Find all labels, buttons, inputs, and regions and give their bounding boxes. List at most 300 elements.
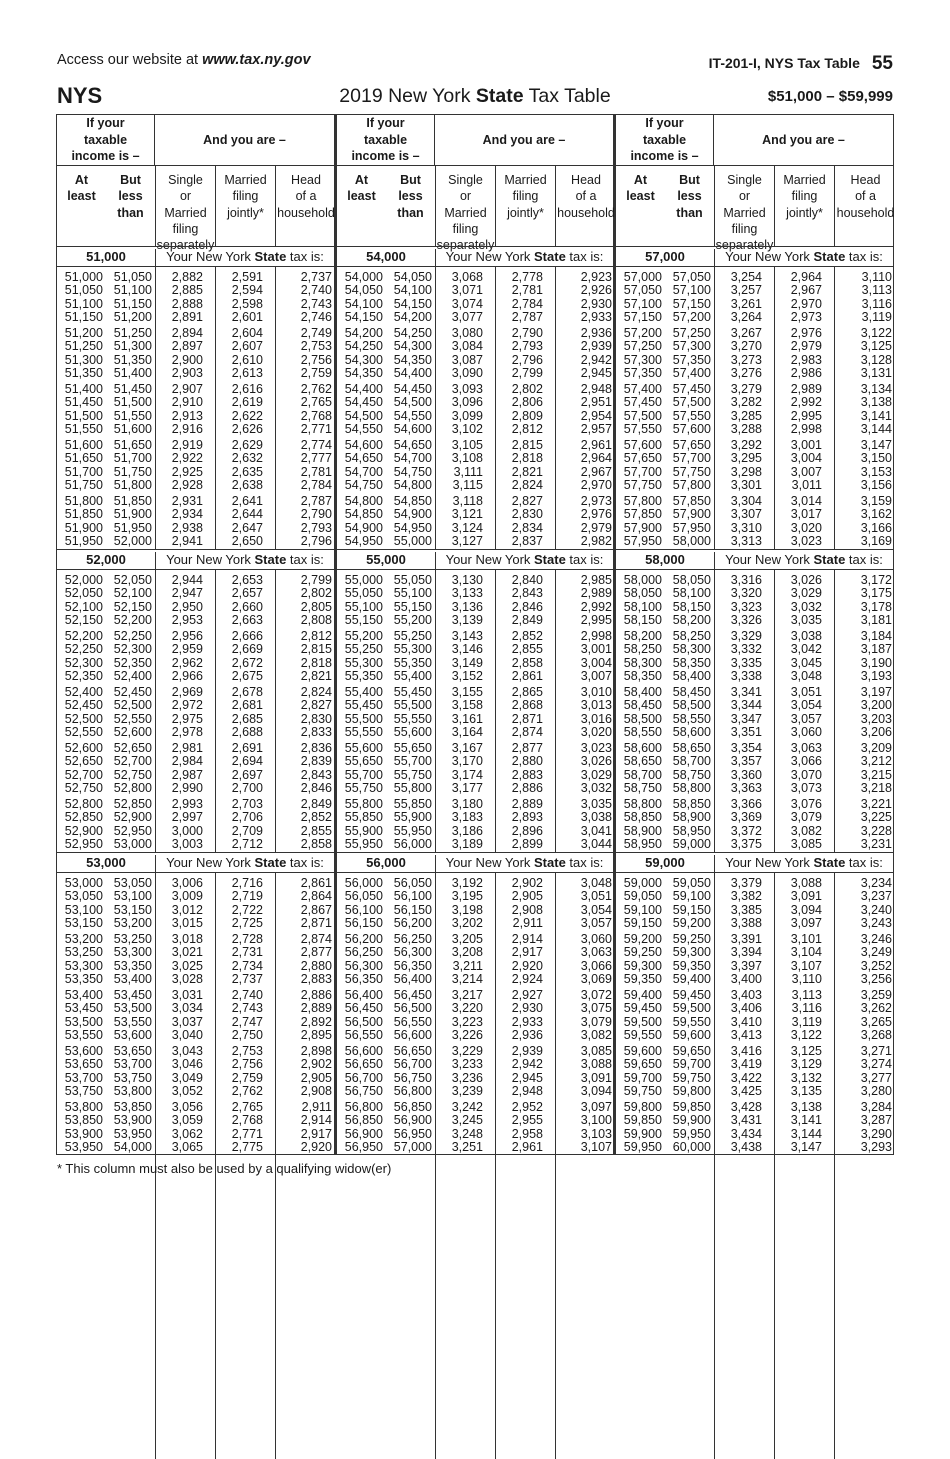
head-household-tax-value: 2,973 — [580, 494, 612, 508]
but-less-than-value: 52,700 — [113, 754, 152, 769]
at-least-value: 57,150 — [623, 310, 662, 325]
at-least-value: 53,850 — [64, 1113, 103, 1128]
table-row — [57, 1113, 334, 1127]
single-tax-value: 3,366 — [730, 797, 762, 811]
single-tax-value: 3,438 — [730, 1140, 762, 1155]
income-section — [337, 246, 613, 549]
head-household-tax-value: 2,933 — [580, 310, 612, 325]
table-row — [616, 339, 893, 353]
single-tax-value: 3,329 — [730, 629, 762, 643]
married-joint-tax-value: 2,703 — [231, 797, 263, 811]
at-least-value: 55,150 — [344, 613, 383, 628]
head-household-tax-value: 3,240 — [860, 902, 892, 917]
single-tax-value: 3,040 — [171, 1028, 203, 1043]
table-row — [57, 1140, 334, 1154]
single-tax-value: 2,956 — [171, 629, 203, 643]
head-household-tax-value: 3,153 — [860, 464, 892, 479]
table-row — [616, 422, 893, 436]
at-least-value: 58,450 — [623, 698, 662, 713]
head-household-tax-value: 2,951 — [580, 395, 612, 410]
head-household-tax-value: 2,908 — [300, 1084, 332, 1099]
but-less-than-value: 54,150 — [393, 296, 432, 311]
at-least-value: 55,700 — [344, 767, 383, 782]
but-less-than-value: 57,250 — [672, 326, 711, 340]
but-less-than-value: 58,250 — [672, 629, 711, 643]
at-least-value: 57,100 — [623, 296, 662, 311]
but-less-than-value: 56,200 — [393, 916, 432, 931]
head-household-tax-value: 2,979 — [580, 520, 612, 535]
at-least-value: 52,450 — [64, 698, 103, 713]
but-less-than-value: 57,400 — [672, 366, 711, 381]
single-tax-value: 3,416 — [730, 1044, 762, 1058]
head-household-tax-value: 3,193 — [860, 669, 892, 684]
single-tax-value: 3,316 — [730, 573, 762, 587]
income-header-line: If your — [366, 115, 405, 130]
but-less-than-value: 55,650 — [393, 741, 432, 755]
table-row — [337, 741, 613, 755]
married-joint-tax-value: 2,793 — [511, 339, 543, 354]
married-joint-tax-value: 3,119 — [791, 1014, 822, 1029]
table-panel — [56, 114, 335, 1155]
head-household-tax-value: 3,221 — [860, 797, 892, 811]
table-panel — [335, 114, 614, 1155]
head-household-tax-value: 3,010 — [580, 685, 612, 699]
but-less-than-value: 55,450 — [393, 685, 432, 699]
single-tax-value: 2,941 — [171, 534, 203, 549]
at-least-value: 53,800 — [64, 1100, 103, 1114]
head-household-tax-value: 2,942 — [580, 352, 612, 367]
but-less-than-value: 54,600 — [393, 422, 432, 437]
single-tax-value: 2,913 — [171, 408, 203, 423]
married-joint-tax-value: 2,706 — [231, 810, 263, 825]
but-less-than-value: 58,550 — [672, 711, 711, 726]
single-tax-value: 3,298 — [730, 464, 762, 479]
head-household-tax-value: 3,116 — [861, 296, 892, 311]
married-joint-tax-value: 3,116 — [791, 1001, 822, 1016]
married-joint-tax-value: 2,799 — [511, 366, 543, 381]
head-household-tax-value: 2,762 — [300, 382, 332, 396]
label-bold: State — [534, 552, 566, 567]
but-less-than-value: 58,350 — [672, 655, 711, 670]
single-tax-value: 3,146 — [451, 642, 483, 657]
head-household-tax-value: 3,079 — [580, 1014, 612, 1029]
single-tax-value: 3,084 — [451, 339, 483, 354]
at-least-value: 59,400 — [623, 988, 662, 1002]
single-tax-value: 3,043 — [171, 1044, 203, 1058]
married-joint-tax-value: 2,712 — [231, 837, 263, 852]
married-joint-tax-value: 3,060 — [790, 725, 822, 740]
but-less-than-value: 56,100 — [393, 889, 432, 904]
but-less-than-value: 59,350 — [672, 958, 711, 973]
married-joint-tax-value: 2,660 — [231, 599, 263, 614]
married-joint-header: Married filing jointly* — [774, 166, 834, 246]
single-tax-value: 3,251 — [451, 1140, 483, 1155]
married-joint-tax-value: 2,638 — [231, 478, 263, 493]
married-joint-tax-value: 3,113 — [791, 988, 822, 1002]
label-pre: Your New York — [725, 249, 814, 264]
single-tax-value: 3,021 — [171, 945, 203, 960]
single-tax-value: 3,177 — [451, 781, 483, 796]
table-row — [337, 1127, 613, 1141]
single-tax-value: 3,391 — [730, 932, 762, 946]
single-tax-value: 2,944 — [171, 573, 203, 587]
married-joint-tax-value: 2,837 — [511, 534, 543, 549]
head-household-tax-value: 2,871 — [300, 916, 332, 931]
section-income: 58,000 — [645, 552, 685, 567]
married-joint-tax-value: 3,032 — [790, 599, 822, 614]
single-tax-value: 3,332 — [730, 642, 762, 657]
label-bold: State — [813, 249, 846, 264]
at-least-value: 52,850 — [64, 810, 103, 825]
but-less-than-value: 51,200 — [113, 310, 152, 325]
table-row — [57, 422, 334, 436]
table-row — [57, 698, 334, 712]
but-less-than-value: 57,700 — [672, 451, 711, 466]
single-tax-value: 3,152 — [451, 669, 483, 684]
at-least-value: 57,500 — [623, 408, 662, 423]
head-household-tax-value: 2,740 — [300, 283, 332, 298]
table-row — [337, 797, 613, 811]
at-least-value: 53,550 — [64, 1028, 103, 1043]
at-least-value: 58,150 — [623, 613, 662, 628]
single-tax-value: 3,369 — [730, 810, 762, 825]
head-household-tax-value: 3,287 — [860, 1113, 892, 1128]
table-row — [616, 1084, 893, 1098]
but-less-than-value: 58,850 — [672, 797, 711, 811]
head-household-tax-value: 3,007 — [580, 669, 612, 684]
married-joint-tax-value: 2,607 — [231, 339, 263, 354]
but-less-than-value: 51,150 — [113, 296, 152, 311]
but-less-than-value: 53,400 — [113, 972, 152, 987]
at-least-value: 53,700 — [64, 1070, 103, 1085]
head-household-tax-value: 3,016 — [580, 711, 612, 726]
table-row — [337, 642, 613, 656]
head-household-tax-value: 3,218 — [860, 781, 892, 796]
at-least-value: 51,000 — [64, 270, 103, 284]
head-household-tax-value: 2,852 — [300, 810, 332, 825]
single-header: Single or Married filing separately — [155, 166, 215, 246]
section-tax-label — [435, 855, 613, 872]
at-least-header: At least — [626, 173, 655, 204]
at-least-value: 55,550 — [344, 725, 383, 740]
table-row — [57, 409, 334, 423]
but-less-than-value: 55,500 — [393, 698, 432, 713]
head-household-tax-value: 2,945 — [580, 366, 612, 381]
married-joint-tax-value: 2,927 — [511, 988, 543, 1002]
married-joint-tax-value: 3,141 — [790, 1113, 822, 1128]
at-least-value: 56,800 — [344, 1100, 383, 1114]
at-least-value: 53,400 — [64, 988, 103, 1002]
label-bold: State — [813, 855, 846, 870]
table-row — [57, 613, 334, 627]
but-less-than-value: 52,000 — [113, 534, 152, 549]
but-less-than-value: 54,500 — [393, 395, 432, 410]
table-row — [57, 1057, 334, 1071]
table-row — [57, 741, 334, 755]
table-row — [616, 297, 893, 311]
single-tax-value: 3,127 — [451, 534, 483, 549]
table-row — [57, 629, 334, 643]
at-least-value: 54,950 — [344, 534, 383, 549]
table-row — [616, 395, 893, 409]
married-joint-tax-value: 2,775 — [231, 1140, 263, 1155]
income-section — [337, 549, 613, 852]
but-less-than-value: 59,900 — [672, 1113, 711, 1128]
single-tax-value: 3,419 — [730, 1057, 762, 1072]
single-tax-value: 3,180 — [451, 797, 483, 811]
table-row — [616, 916, 893, 930]
but-less-than-value: 55,100 — [393, 586, 432, 601]
table-row — [616, 521, 893, 535]
single-tax-value: 3,068 — [451, 270, 483, 284]
table-row — [616, 366, 893, 380]
but-less-than-value: 54,000 — [113, 1140, 152, 1155]
but-less-than-value: 58,300 — [672, 642, 711, 657]
at-least-value: 59,800 — [623, 1100, 662, 1114]
income-section — [337, 852, 613, 1459]
but-less-than-value: 53,050 — [113, 876, 152, 890]
head-household-tax-value: 2,784 — [300, 478, 332, 493]
table-row — [337, 1044, 613, 1058]
head-household-tax-value: 2,867 — [300, 902, 332, 917]
section-income: 51,000 — [86, 249, 126, 264]
single-tax-value: 3,261 — [730, 296, 762, 311]
but-less-than-value: 53,000 — [113, 837, 152, 852]
at-least-value: 58,850 — [623, 810, 662, 825]
head-household-tax-value: 2,892 — [300, 1014, 332, 1029]
single-tax-value: 3,347 — [730, 711, 762, 726]
at-least-value: 58,000 — [623, 573, 662, 587]
single-tax-value: 3,090 — [451, 366, 483, 381]
section-header — [57, 550, 334, 570]
table-row — [337, 768, 613, 782]
married-joint-tax-value: 2,647 — [231, 520, 263, 535]
head-household-tax-value: 3,147 — [860, 438, 892, 452]
title-post: Tax Table — [523, 85, 611, 107]
at-least-value: 51,900 — [64, 520, 103, 535]
table-row — [337, 988, 613, 1002]
married-joint-tax-value: 2,731 — [231, 945, 263, 960]
head-household-tax-value: 3,271 — [860, 1044, 892, 1058]
at-least-value: 54,550 — [344, 422, 383, 437]
at-least-value: 57,200 — [623, 326, 662, 340]
single-tax-value: 3,133 — [451, 586, 483, 601]
at-least-value: 54,400 — [344, 382, 383, 396]
single-tax-value: 3,056 — [171, 1100, 203, 1114]
label-pre: Your New York — [166, 855, 255, 870]
but-less-than-value: 58,950 — [672, 823, 711, 838]
married-joint-tax-value: 3,094 — [790, 902, 822, 917]
head-household-tax-value: 3,228 — [860, 823, 892, 838]
table-row — [616, 1015, 893, 1029]
head-household-tax-value: 3,048 — [580, 876, 612, 890]
single-tax-value: 3,354 — [730, 741, 762, 755]
single-tax-value: 3,031 — [171, 988, 203, 1002]
married-joint-tax-value: 3,135 — [790, 1084, 822, 1099]
table-row — [616, 409, 893, 423]
table-header — [57, 83, 893, 113]
single-tax-value: 2,950 — [171, 599, 203, 614]
married-joint-tax-value: 2,970 — [790, 296, 822, 311]
section-income: 57,000 — [645, 249, 685, 264]
at-least-value: 57,850 — [623, 507, 662, 522]
but-less-than-value: 53,800 — [113, 1084, 152, 1099]
head-household-tax-value: 2,765 — [300, 395, 332, 410]
but-less-than-value: 55,350 — [393, 655, 432, 670]
at-least-value: 51,450 — [64, 395, 103, 410]
head-household-tax-value: 3,119 — [861, 310, 892, 325]
but-less-than-value: 54,650 — [393, 438, 432, 452]
table-row — [337, 478, 613, 492]
single-tax-value: 2,972 — [171, 698, 203, 713]
married-joint-tax-value: 2,629 — [231, 438, 263, 452]
head-household-tax-value: 2,796 — [300, 534, 332, 549]
at-least-value: 54,450 — [344, 395, 383, 410]
single-tax-value: 3,000 — [171, 823, 203, 838]
but-less-than-value: 55,950 — [393, 823, 432, 838]
table-row — [337, 366, 613, 380]
married-joint-tax-value: 2,694 — [231, 754, 263, 769]
but-less-than-value: 57,150 — [672, 296, 711, 311]
but-less-than-value: 51,700 — [113, 451, 152, 466]
head-household-tax-value: 2,936 — [580, 326, 612, 340]
head-household-tax-value: 3,029 — [580, 767, 612, 782]
but-less-than-value: 54,800 — [393, 478, 432, 493]
head-household-tax-value: 3,072 — [580, 988, 612, 1002]
at-least-value: 53,450 — [64, 1001, 103, 1016]
head-household-tax-value: 2,861 — [300, 876, 332, 890]
head-household-tax-value: 3,181 — [860, 613, 892, 628]
single-tax-value: 3,220 — [451, 1001, 483, 1016]
table-row — [337, 1015, 613, 1029]
table-row — [57, 494, 334, 508]
table-row — [337, 824, 613, 838]
head-household-tax-value: 2,967 — [580, 464, 612, 479]
head-household-header: Head of a household — [555, 166, 616, 246]
but-less-than-value: 52,200 — [113, 613, 152, 628]
but-less-than-value: 57,850 — [672, 494, 711, 508]
column-header — [57, 115, 335, 252]
single-tax-value: 3,170 — [451, 754, 483, 769]
table-row — [57, 1044, 334, 1058]
table-row — [57, 326, 334, 340]
married-joint-tax-value: 3,073 — [790, 781, 822, 796]
single-tax-value: 3,214 — [451, 972, 483, 987]
table-row — [616, 685, 893, 699]
married-joint-tax-value: 3,147 — [790, 1140, 822, 1155]
single-tax-value: 2,919 — [171, 438, 203, 452]
married-joint-tax-value: 2,973 — [790, 310, 822, 325]
title-pre: 2019 New York — [339, 85, 476, 107]
single-tax-value: 3,323 — [730, 599, 762, 614]
head-household-tax-value: 2,768 — [300, 408, 332, 423]
label-post: tax is: — [845, 249, 883, 264]
but-less-than-value: 51,100 — [113, 283, 152, 298]
at-least-value: 57,300 — [623, 352, 662, 367]
married-joint-tax-value: 3,026 — [790, 573, 822, 587]
table-row — [616, 283, 893, 297]
head-household-tax-value: 3,169 — [860, 534, 892, 549]
married-joint-tax-value: 3,014 — [790, 494, 822, 508]
table-row — [337, 1140, 613, 1154]
single-tax-value: 3,360 — [730, 767, 762, 782]
head-household-tax-value: 2,930 — [580, 296, 612, 311]
head-household-tax-value: 2,815 — [300, 642, 332, 657]
at-least-value: 54,150 — [344, 310, 383, 325]
at-least-value: 56,900 — [344, 1126, 383, 1141]
section-header — [616, 853, 893, 873]
at-least-value: 58,700 — [623, 767, 662, 782]
at-least-value: 59,650 — [623, 1057, 662, 1072]
at-least-value: 58,100 — [623, 599, 662, 614]
single-tax-value: 3,139 — [451, 613, 483, 628]
website-link[interactable]: www.tax.ny.gov — [202, 52, 311, 68]
single-tax-value: 3,158 — [451, 698, 483, 713]
at-least-value: 51,650 — [64, 451, 103, 466]
table-row — [337, 494, 613, 508]
but-less-than-value: 57,600 — [672, 422, 711, 437]
at-least-value: 58,250 — [623, 642, 662, 657]
but-less-than-header: But less than — [397, 173, 424, 220]
table-row — [337, 451, 613, 465]
income-section — [57, 549, 334, 852]
at-least-value: 52,500 — [64, 711, 103, 726]
head-household-tax-value: 3,128 — [860, 352, 892, 367]
but-less-than-value: 56,300 — [393, 945, 432, 960]
single-tax-value: 2,882 — [171, 270, 203, 284]
label-pre: Your New York — [166, 249, 255, 264]
head-household-tax-value: 2,889 — [300, 1001, 332, 1016]
head-household-tax-value: 2,886 — [300, 988, 332, 1002]
married-joint-tax-value: 2,675 — [231, 669, 263, 684]
table-row — [616, 669, 893, 683]
at-least-value: 51,400 — [64, 382, 103, 396]
table-row — [337, 916, 613, 930]
single-tax-value: 3,037 — [171, 1014, 203, 1029]
head-household-tax-value: 3,274 — [860, 1057, 892, 1072]
single-tax-value: 3,335 — [730, 655, 762, 670]
head-household-tax-value: 2,830 — [300, 711, 332, 726]
at-least-value: 55,850 — [344, 810, 383, 825]
at-least-value: 59,300 — [623, 958, 662, 973]
at-least-value: 58,950 — [623, 837, 662, 852]
head-household-tax-value: 2,808 — [300, 613, 332, 628]
table-row — [616, 781, 893, 795]
married-joint-tax-value: 2,653 — [231, 573, 263, 587]
but-less-than-value: 56,050 — [393, 876, 432, 890]
but-less-than-value: 54,250 — [393, 326, 432, 340]
single-tax-value: 3,431 — [730, 1113, 762, 1128]
at-least-value: 54,700 — [344, 464, 383, 479]
single-tax-value: 3,310 — [730, 520, 762, 535]
single-tax-value: 3,379 — [730, 876, 762, 890]
form-label: IT-201-I, NYS Tax Table — [708, 55, 860, 71]
label-post: tax is: — [565, 855, 604, 870]
at-least-value: 55,750 — [344, 781, 383, 796]
at-least-value: 51,050 — [64, 283, 103, 298]
at-least-value: 51,200 — [64, 326, 103, 340]
table-row — [337, 629, 613, 643]
single-tax-value: 3,121 — [451, 507, 483, 522]
head-household-tax-value: 3,212 — [860, 754, 892, 769]
table-row — [337, 283, 613, 297]
table-row — [616, 326, 893, 340]
married-joint-tax-value: 2,666 — [231, 629, 263, 643]
married-joint-tax-value: 2,669 — [231, 642, 263, 657]
single-tax-value: 3,403 — [730, 988, 762, 1002]
head-household-tax-value: 2,812 — [300, 629, 332, 643]
at-least-value: 58,050 — [623, 586, 662, 601]
